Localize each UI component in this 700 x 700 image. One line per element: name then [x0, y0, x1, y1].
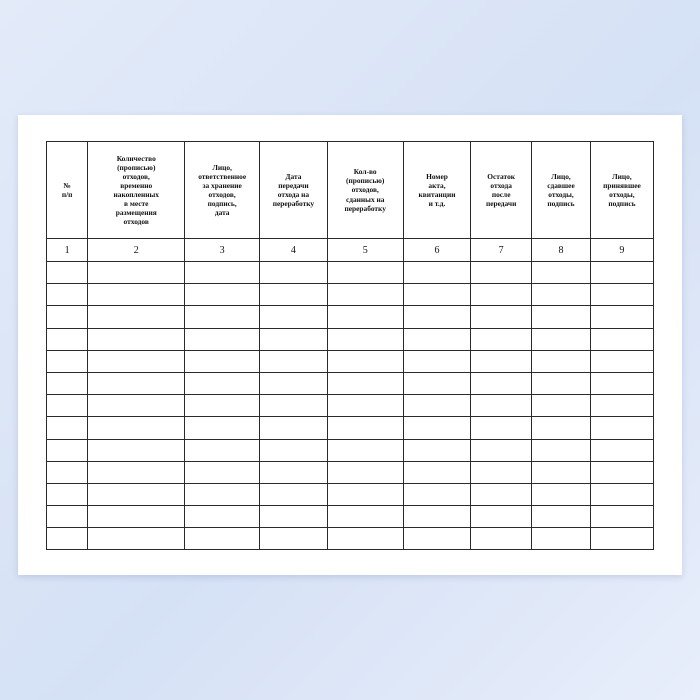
column-number-8: 8	[532, 239, 591, 262]
column-number-4: 4	[260, 239, 327, 262]
table-cell[interactable]	[327, 262, 403, 284]
waste-register-table	[46, 141, 654, 550]
table-cell[interactable]	[403, 483, 470, 505]
table-cell[interactable]	[471, 262, 532, 284]
table-cell[interactable]	[88, 395, 185, 417]
table-cell[interactable]	[532, 506, 591, 528]
table-cell[interactable]	[532, 372, 591, 394]
column-number-7: 7	[471, 239, 532, 262]
table-container	[46, 141, 654, 550]
table-cell[interactable]	[260, 506, 327, 528]
header-row	[47, 142, 654, 239]
table-cell[interactable]	[532, 262, 591, 284]
table-cell[interactable]	[327, 461, 403, 483]
table-cell[interactable]	[590, 528, 653, 550]
table-cell[interactable]	[590, 372, 653, 394]
table-cell[interactable]	[88, 328, 185, 350]
table-cell[interactable]	[532, 328, 591, 350]
table-cell[interactable]	[590, 483, 653, 505]
table-cell[interactable]	[471, 350, 532, 372]
table-cell[interactable]	[47, 284, 88, 306]
table-cell[interactable]	[403, 461, 470, 483]
table-row[interactable]	[47, 262, 654, 284]
table-cell[interactable]	[88, 262, 185, 284]
table-cell[interactable]	[88, 306, 185, 328]
table-cell[interactable]	[185, 328, 260, 350]
table-cell[interactable]	[260, 528, 327, 550]
table-cell[interactable]	[47, 372, 88, 394]
column-header-2: Количество (прописью) отходов, временно накопленных в месте размещения отходов	[88, 142, 185, 239]
table-cell[interactable]	[590, 350, 653, 372]
table-cell[interactable]	[47, 350, 88, 372]
table-cell[interactable]	[47, 395, 88, 417]
table-cell[interactable]	[260, 306, 327, 328]
table-row[interactable]	[47, 506, 654, 528]
table-cell[interactable]	[327, 395, 403, 417]
table-cell[interactable]	[260, 461, 327, 483]
table-cell[interactable]	[185, 439, 260, 461]
table-body	[47, 262, 654, 550]
table-row[interactable]	[47, 328, 654, 350]
table-cell[interactable]	[327, 284, 403, 306]
table-cell[interactable]	[327, 417, 403, 439]
table-cell[interactable]	[532, 461, 591, 483]
table-row[interactable]	[47, 528, 654, 550]
table-cell[interactable]	[47, 262, 88, 284]
table-cell[interactable]	[185, 483, 260, 505]
table-cell[interactable]	[471, 372, 532, 394]
table-cell[interactable]	[185, 528, 260, 550]
table-cell[interactable]	[88, 483, 185, 505]
table-cell[interactable]	[590, 395, 653, 417]
table-row[interactable]	[47, 284, 654, 306]
table-row[interactable]	[47, 461, 654, 483]
table-row[interactable]	[47, 439, 654, 461]
table-cell[interactable]	[185, 350, 260, 372]
table-cell[interactable]	[260, 262, 327, 284]
table-cell[interactable]	[471, 528, 532, 550]
table-cell[interactable]	[471, 306, 532, 328]
table-row[interactable]	[47, 306, 654, 328]
table-cell[interactable]	[590, 417, 653, 439]
column-header-1: № п/п	[47, 142, 88, 239]
table-cell[interactable]	[185, 262, 260, 284]
table-cell[interactable]	[471, 417, 532, 439]
column-number-9: 9	[590, 239, 653, 262]
table-cell[interactable]	[47, 461, 88, 483]
table-row[interactable]	[47, 350, 654, 372]
table-cell[interactable]	[327, 528, 403, 550]
column-header-5: Кол-во (прописью) отходов, сданных на переработку	[327, 142, 403, 239]
table-cell[interactable]	[327, 439, 403, 461]
table-cell[interactable]	[403, 328, 470, 350]
table-cell[interactable]	[532, 284, 591, 306]
table-cell[interactable]	[403, 372, 470, 394]
table-cell[interactable]	[403, 262, 470, 284]
column-header-6: Номер акта, квитанции и т.д.	[403, 142, 470, 239]
table-cell[interactable]	[590, 328, 653, 350]
table-cell[interactable]	[403, 417, 470, 439]
table-cell[interactable]	[327, 328, 403, 350]
table-cell[interactable]	[327, 483, 403, 505]
table-cell[interactable]	[590, 506, 653, 528]
column-header-3: Лицо, ответственное за хранение отходов, подпись, дата	[185, 142, 260, 239]
table-cell[interactable]	[185, 395, 260, 417]
table-cell[interactable]	[590, 461, 653, 483]
table-cell[interactable]	[47, 417, 88, 439]
column-number-1: 1	[47, 239, 88, 262]
table-cell[interactable]	[88, 461, 185, 483]
table-cell[interactable]	[185, 284, 260, 306]
table-cell[interactable]	[403, 350, 470, 372]
table-row[interactable]	[47, 395, 654, 417]
column-number-5: 5	[327, 239, 403, 262]
table-cell[interactable]	[403, 528, 470, 550]
table-cell[interactable]	[260, 284, 327, 306]
table-cell[interactable]	[471, 506, 532, 528]
table-cell[interactable]	[327, 306, 403, 328]
table-cell[interactable]	[47, 439, 88, 461]
table-cell[interactable]	[471, 439, 532, 461]
table-cell[interactable]	[88, 284, 185, 306]
table-cell[interactable]	[260, 350, 327, 372]
table-cell[interactable]	[471, 483, 532, 505]
table-cell[interactable]	[532, 483, 591, 505]
table-cell[interactable]	[532, 306, 591, 328]
table-cell[interactable]	[327, 372, 403, 394]
table-cell[interactable]	[403, 306, 470, 328]
table-cell[interactable]	[403, 439, 470, 461]
table-row[interactable]	[47, 483, 654, 505]
column-header-7: Остаток отхода после передачи	[471, 142, 532, 239]
table-cell[interactable]	[88, 417, 185, 439]
table-cell[interactable]	[471, 328, 532, 350]
table-cell[interactable]	[260, 483, 327, 505]
table-cell[interactable]	[260, 417, 327, 439]
column-number-3: 3	[185, 239, 260, 262]
table-cell[interactable]	[88, 506, 185, 528]
table-cell[interactable]	[260, 372, 327, 394]
column-number-2: 2	[88, 239, 185, 262]
table-cell[interactable]	[532, 439, 591, 461]
table-cell[interactable]	[532, 395, 591, 417]
table-cell[interactable]	[327, 506, 403, 528]
table-cell[interactable]	[47, 528, 88, 550]
table-cell[interactable]	[590, 306, 653, 328]
table-row[interactable]	[47, 417, 654, 439]
table-cell[interactable]	[47, 483, 88, 505]
table-cell[interactable]	[260, 395, 327, 417]
column-number-6: 6	[403, 239, 470, 262]
table-cell[interactable]	[185, 417, 260, 439]
table-cell[interactable]	[403, 395, 470, 417]
table-cell[interactable]	[88, 372, 185, 394]
table-cell[interactable]	[185, 372, 260, 394]
column-header-8: Лицо, сдавшее отходы, подпись	[532, 142, 591, 239]
table-header	[47, 142, 654, 262]
table-cell[interactable]	[403, 506, 470, 528]
table-cell[interactable]	[327, 350, 403, 372]
table-cell[interactable]	[471, 284, 532, 306]
table-cell[interactable]	[532, 350, 591, 372]
table-cell[interactable]	[260, 439, 327, 461]
table-cell[interactable]	[471, 461, 532, 483]
table-cell[interactable]	[260, 328, 327, 350]
table-cell[interactable]	[47, 328, 88, 350]
column-header-4: Дата передачи отхода на переработку	[260, 142, 327, 239]
table-cell[interactable]	[47, 506, 88, 528]
table-cell[interactable]	[88, 528, 185, 550]
table-cell[interactable]	[185, 506, 260, 528]
table-cell[interactable]	[532, 528, 591, 550]
table-cell[interactable]	[185, 306, 260, 328]
column-header-9: Лицо, принявшее отходы, подпись	[590, 142, 653, 239]
column-number-row	[47, 239, 654, 262]
document-sheet	[18, 115, 682, 575]
table-cell[interactable]	[185, 461, 260, 483]
table-cell[interactable]	[47, 306, 88, 328]
table-cell[interactable]	[532, 417, 591, 439]
table-cell[interactable]	[590, 262, 653, 284]
table-cell[interactable]	[88, 439, 185, 461]
table-cell[interactable]	[471, 395, 532, 417]
table-row[interactable]	[47, 372, 654, 394]
table-cell[interactable]	[590, 284, 653, 306]
table-cell[interactable]	[88, 350, 185, 372]
table-cell[interactable]	[403, 284, 470, 306]
table-cell[interactable]	[590, 439, 653, 461]
